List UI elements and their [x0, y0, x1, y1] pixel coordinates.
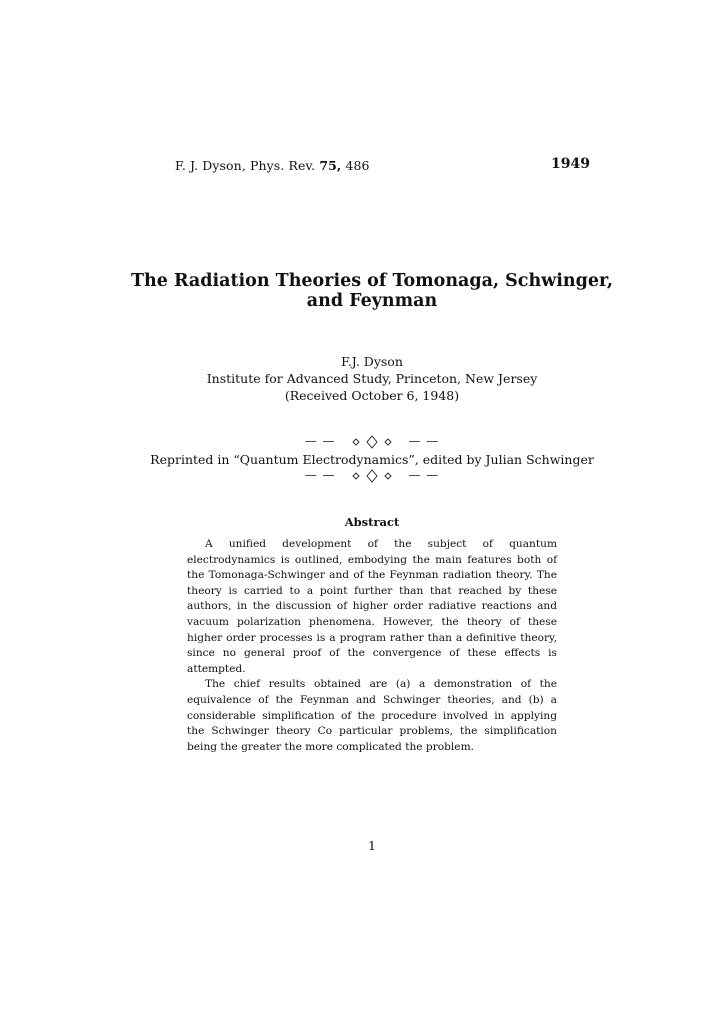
author-block — [110, 353, 634, 404]
publication-year: 1949 — [551, 156, 590, 172]
dash-left: — — — [304, 434, 336, 448]
author-name: F.J. Dyson — [341, 354, 403, 369]
dash-right: — — — [408, 468, 440, 482]
paper-title — [110, 271, 634, 311]
title-line-2: and Feynman — [306, 291, 438, 311]
dash-right: — — — [408, 434, 440, 448]
ornament-divider-bottom — [110, 468, 634, 483]
abstract-paragraph: A unified development of the subject of quantum electrodynamics is outlined, embodying the main features both of the Tomonaga-Schwinger and of the Feynman radiation theory. The theory is carried to a point further than that reached by these authors, in the discussion of higher order radiative reactions and vacuum polarization phenomena. However, the theory of these higher order processes is a program rather than a definitive theory, since no general proof of the convergence of these effects is attempted. — [187, 538, 557, 675]
page-number: 1 — [368, 838, 376, 853]
ornament-divider-top — [110, 434, 634, 449]
citation-header — [175, 158, 370, 173]
citation-prefix: F. J. Dyson, Phys. Rev. — [175, 158, 316, 173]
citation-volume: 75, — [319, 158, 342, 173]
received-date: (Received October 6, 1948) — [284, 388, 460, 403]
abstract-paragraph: The chief results obtained are (a) a demonstration of the equivalence of the Feynman and Schwinger theories, and (b) a considerable simplification of the procedure involved in applying the Schwinger theory Co particular problems, the simplification being the greater the more complicated the problem. — [187, 678, 557, 753]
dash-left: — — — [304, 468, 336, 482]
abstract-body — [187, 537, 557, 755]
author-affiliation: Institute for Advanced Study, Princeton, New Jersey — [206, 371, 538, 386]
diamond-ornament-icon — [350, 469, 394, 483]
diamond-ornament-icon — [350, 435, 394, 449]
reprint-note: Reprinted in “Quantum Electrodynamics”, edited by Julian Schwinger — [150, 452, 594, 467]
abstract-heading: Abstract — [344, 515, 400, 529]
title-line-1: The Radiation Theories of Tomonaga, Schwinger, — [130, 271, 614, 291]
citation-page: 486 — [345, 158, 370, 173]
